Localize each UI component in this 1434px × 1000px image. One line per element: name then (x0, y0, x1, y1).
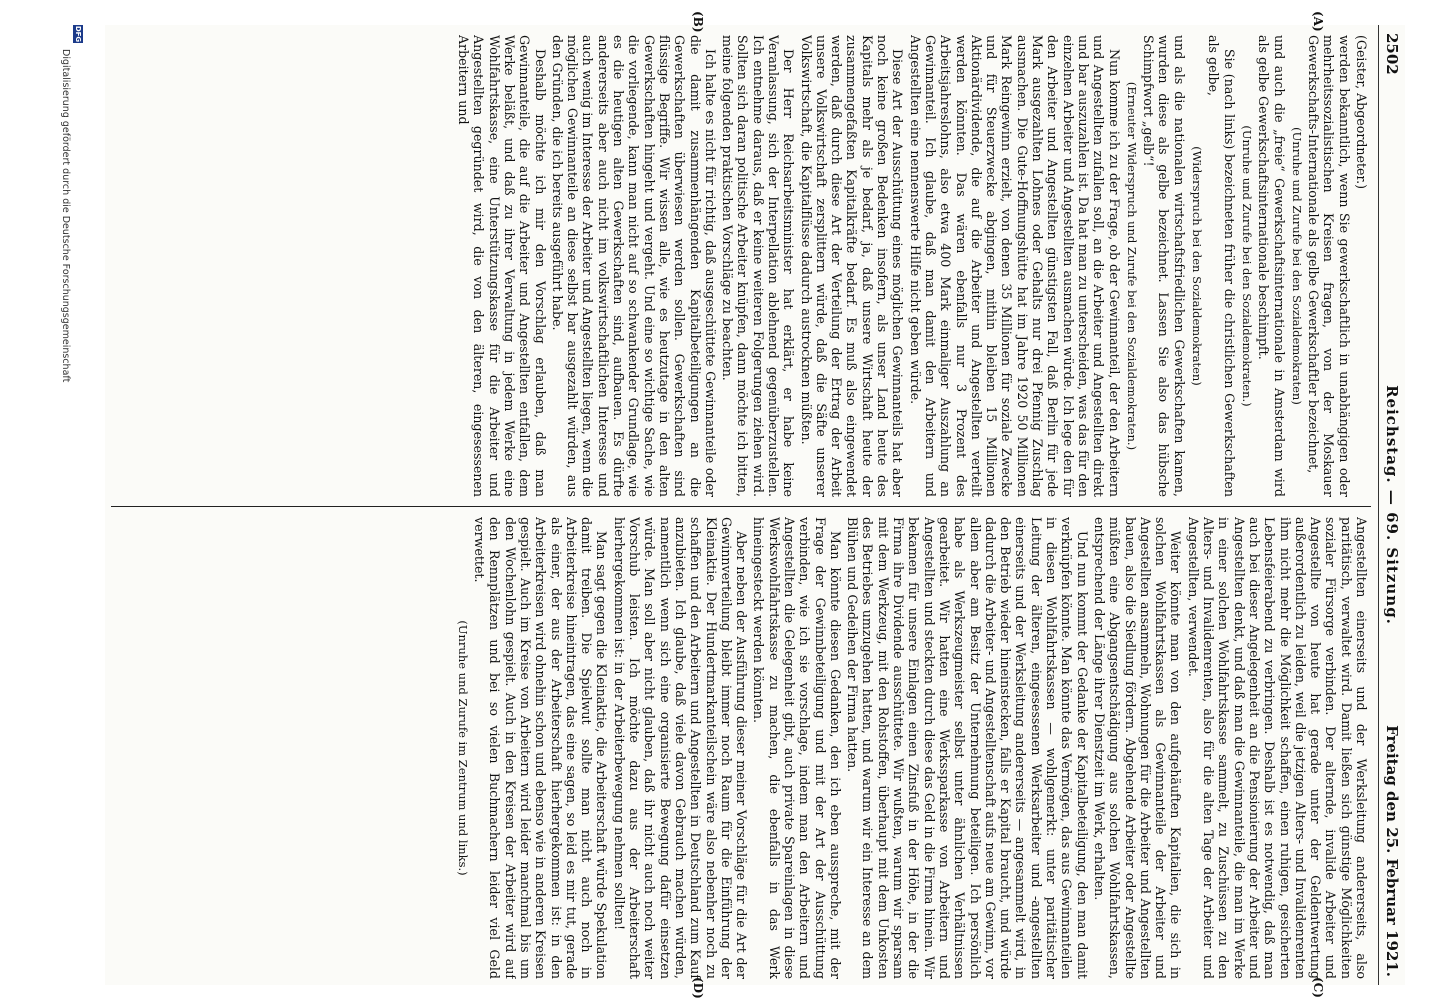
paragraph: werden bekanntlich, wenn Sie gewerkschaftlich in unabhängigen oder mehrheitssozialistischen Kreisen fragen, von der Moskauer Gewerkschafts-Internationale als gelbe Gewerkschaftler bezeichnet, (1306, 35, 1352, 497)
paragraph: Nun komme ich zu der Frage, ob der Gewinnanteil, der den Arbeitern und Angestellten zufallen soll, an die Arbeiter und Angestellten direkt und bar auszuzahlen ist. Da hat man zu unterscheiden, was das für den einzelnen Arbeiter und Angestellten ausmachen würde. Ich lege den für den Arbeiter und Angestellten günstigsten Fall, daß Berlin für jede Mark ausgezahlten Lohnes oder Gehalts nur drei Pfennig Zuschlag ausmachen. Die Gute-Hoffnungshütte hat im Jahre 1920 50 Millionen Mark Reingewinn erzielt, von denen 35 Millionen für soziale Zwecke und für Steuerzwecke abgingen, mithin bleiben 15 Millionen Aktionärdividende, die auf die Arbeiter und Angestellten verteilt werden könnten. Das wären ebenfalls nur 3 Prozent des Arbeitsjahreslohns, also etwa 400 Mark einmaliger Auszahlung an Gewinnanteil. Ich glaube, daß man damit den Arbeitern und Angestellten eine nennenswerte Hilfe nicht geben würde. (907, 35, 1122, 497)
paragraph: Deshalb möchte ich mir den Vorschlag erlauben, daß man Gewinnanteile, die auf die Arbeiter und Angestellten entfallen, dem Werke beläßt, und daß zu ihrer Verwaltung in jedem Werke eine Wohlfahrtskasse, eine Unterstützungskasse für die Arbeiter und Angestellten gegründet wird, die von den älteren, eingesessenen Arbeitern und (456, 35, 548, 497)
paragraph: Und nun kommt der Gedanke der Kapitalbeteiligung, den man damit verknüpfen könnte. Man könnte das Vermögen, das aus Gewinnanteilen in diesen Wohlfahrtskassen — wohlgemerkt: unter paritätischer Leitung der älteren, eingesessenen Werksarbeiter und -angestellten einerseits und der Werksleitung andererseits — angesammelt wird, in den Betrieb wieder hineinstecken, falls er Kapital braucht, und würde dadurch die Arbeiter- und Angestelltenschaft aufs neue am Gewinn, vor allem aber am Besitz der Unternehmung beteiligen. Ich persönlich habe als Werkszeugmeister selbst unter ähnlichen Verhältnissen gearbeitet. Wir hatten eine Werkssparkasse von Arbeitern und Angestellten und steckten durch diese das Geld in die Firma hinein. Wir bekamen für unsere Einlagen einen Zinsfuß in der Höhe, in der die Firma ihre Dividende ausschüttete. Wir wußten, warum wir sparsam mit dem Werkzeug, mit den Rohstoffen, überhaupt mit dem Unkosten des Betriebes umzugehen hatten, und warum wir ein Interesse an dem Blühen und Gedeihen der Firma hatten. (845, 517, 1090, 979)
paragraph: Man könnte diesen Gedanken, den ich eben ausspreche, mit der Frage der Gewinnbeteiligung und mit der Art der Ausschüttung verbinden, wie ich sie vorschlage, indem man den Arbeitern und Angestellten die Gelegenheit gibt, auch private Spareinlagen in diese Werkswohlfahrtskasse zu machen, die ebenfalls in das Werk hineingesteckt werden könnten. (751, 517, 843, 979)
interjection: (Unruhe und Zurufe bei den Sozialdemokraten) (1289, 127, 1304, 405)
column-divider (111, 506, 1371, 507)
paragraph: Aber neben der Ausführung dieser meiner Vorschläge für die Art der Gewinnverteilung bleibt immer noch Raum für die Einführung der Kleinaktie. Der Hundertmarkanteilschein wäre also nebenher noch zu schaffen und den Arbeitern und Angestellten in Deutschland zum Kauf anzubieten. Ich glaube, daß viele davon Gebrauch machen würden, namentlich wenn sich eine organisierte Bewegung dafür einsetzen würde. Man soll aber nicht glauben, daß ihr nicht auch noch weiter Vorschub leisten. Ich möchte dazu aus der Arbeiterschaft hierhergekommen ist: in der Arbeiterbewegung nehmen sollten! (611, 517, 750, 979)
margin-mark-c: (C) (1311, 977, 1325, 998)
paragraph: Weiter könnte man von den aufgehäuften Kapitalien, die sich in solchen Wohlfahrtskassen als Gewinnanteile der Arbeiter und Angestellten ansammeln, Wohnungen für die Arbeiter und Angestellten bauen, also die Siedlung fördern. Abgehende Arbeiter oder Angestellte müßten eine Abgangsentschädigung aus solchen Wohlfahrtskassen, entsprechend der Länge ihrer Dienstzeit im Werk, erhalten. (1091, 517, 1184, 979)
page-header (1378, 25, 1405, 985)
running-title: Reichstag. — 69. Sitzung. (1383, 385, 1401, 625)
scanned-page (60, 11, 1405, 999)
margin-mark-d: (D) (691, 977, 705, 999)
page-number: 2502 (1383, 33, 1401, 75)
margin-mark-b: (B) (691, 11, 705, 33)
right-text-column (114, 517, 1369, 979)
session-date: Freitag den 25. Februar 1921. (1383, 725, 1401, 977)
interjection: (Unruhe und Zurufe im Zentrum und links.) (455, 620, 470, 876)
digitization-notice (60, 25, 71, 985)
paragraph: und als die nationalen wirtschaftsfriedlichen Gewerkschaften kamen, wurden diese als gelbe bezeichnet. Lassen Sie also das hübsche Schimpfwort „gelb“! (1141, 35, 1187, 497)
paragraph: Angestellten einerseits und der Werksleitung andererseits, also paritätisch, verwaltet wird. Damit ließen sich günstige Möglichkeiten sozialer Fürsorge verbinden. Der alternde, invalide Arbeiter und Angestellte von heute hat gerade unter der Geldentwertung außerordentlich zu leiden, weil die jetzigen Alters- und Invalidenrenten ihm nicht mehr die Möglichkeit schaffen, einen ruhigen, gesicherten Lebensfeierabend zu verbringen. Deshalb ist es notwendig, daß man auch bei dieser Angelegenheit an die Pensionierung der Arbeiter und Angestellten denkt, und daß man die Gewinnanteile, die man im Werke in einer solchen Wohlfahrtskasse sammelt, zu Zuschüssen zu den Alters- und Invalidenrenten, also für die alten Tage der Arbeiter und Angestellten, verwendet. (1185, 517, 1369, 979)
interjection: (Unruhe und Zurufe bei den Sozialdemokraten.) (1239, 125, 1254, 407)
interjection: (Widerspruch bei den Sozialdemokraten) (1190, 146, 1205, 386)
dfg-logo: DFG (74, 25, 82, 43)
margin-mark-a: (A) (1311, 11, 1325, 32)
paragraph: Sie (nach links) bezeichneten früher die christlichen Gewerkschaften als gelbe, (1206, 35, 1237, 497)
paragraph: Ich halte es nicht für richtig, daß ausgeschüttete Gewinnanteile oder die damit zusammenhängenden Kapitalbeteiligungen an die Gewerkschaften überwiesen werden sollen. Gewerkschaften sind flüssige Begriffe. Wir wissen alle, wie es heutzutage in den alten Gewerkschaften hingeht und vergeht. Und eine so wichtige Sache, wie die vorliegende, kann man nicht auf so schwankender Grundlage, wie es die heutigen alten Gewerkschaften sind, aufbauen. Es dürfte andererseits aber auch nicht im volkswirtschaftlichen Interesse und auch wenig im Interesse der Arbeiter und Angestellten liegen, wenn die möglichen Gewinnanteile an diese selbst bar ausgezahlt würden, aus den Gründen, die ich bereits ausgeführt habe. (549, 35, 718, 497)
left-text-column (114, 35, 1369, 497)
paragraph: und auch die „freie“ Gewerkschaftsinternationale in Amsterdam wird als gelbe Gewerkschaftsinternationale beschimpft. (1256, 35, 1287, 497)
paragraph: Man sagt gegen die Kleinaktie, die Arbeiterschaft würde Spekulation damit treiben. Die Spielwut sollte man nicht auch noch in Arbeiterkreise hineintragen, das eine sagen, so leid es mir tut, gerade als einer, der aus der Arbeiterschaft hierhergekommen ist: in den Arbeiterkreisen wird ohnehin schon und ebenso wie in anderen Kreisen gespielt. Auch im Kreise von Arbeitern wird leider manchmal bis um den Wochenlohn gespielt. Auch in den Kreisen der Arbeiter wird auf den Rennplätzen und bei so vielen Buchmachern leider viel Geld verwettet. (472, 517, 610, 979)
paragraph: Der Herr Reichsarbeitsminister hat erklärt, er habe keine Veranlassung, sich der Interpellation ablehnend gegenüberzustellen. Ich entnehme daraus, daß er keine weiteren Folgerungen ziehen wird. Sollten sich daran politische Arbeiter knüpfen, dann möchte ich bitten, meine folgenden praktischen Vorschläge zu beachten. (720, 35, 797, 497)
interjection: (Erneuter Widerspruch und Zurufe bei den Sozialdemokraten.) (1124, 81, 1139, 451)
speaker-line: (Geister, Abgeordneter.) (1354, 35, 1369, 190)
paragraph: Diese Art der Ausschüttung eines möglichen Gewinnanteils hat aber noch keine großen Bedenken insofern, als unser Land heute des Kapitals mehr als je bedarf, ja, daß unsere Wirtschaft heute der zusammengefaßten Kapitalkräfte bedarf. Es muß also eingewendet werden, daß durch diese Art der Verteilung der Ertrag der Arbeit unsere Volkswirtschaft zersplittern würde, daß die Säfte unserer Volkswirtschaft, die Kapitalflüsse dadurch austrocknen müßten. (798, 35, 906, 497)
digitization-notice-text: Digitalisierung gefördert durch die Deutsche Forschungsgemeinschaft (60, 49, 71, 383)
